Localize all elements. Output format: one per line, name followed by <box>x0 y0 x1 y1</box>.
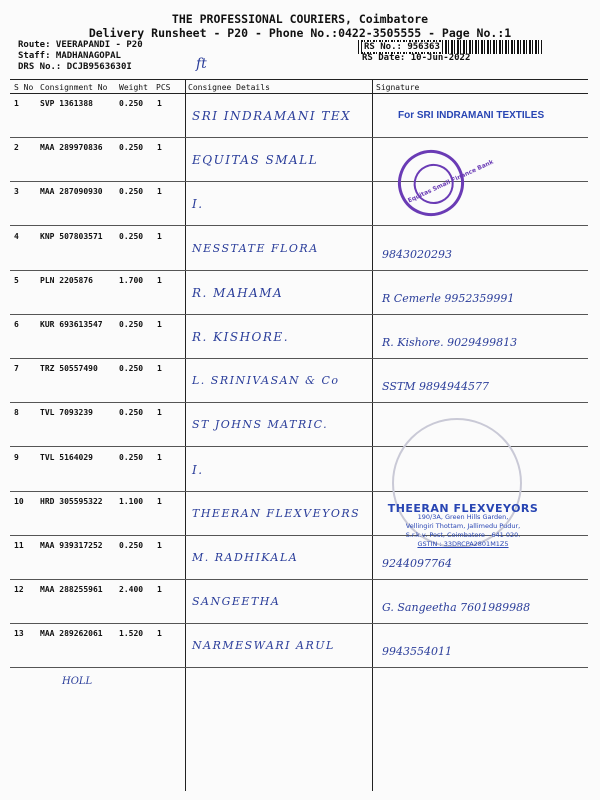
row-consignee: I. <box>192 197 204 211</box>
row-weight: 0.250 <box>119 320 144 329</box>
row-sno: 10 <box>14 497 24 506</box>
row-consignment: KUR 693613547 <box>40 320 103 329</box>
row-consignee: NARMESWARI ARUL <box>192 639 335 652</box>
flex-name: THEERAN FLEXVEYORS <box>387 502 539 515</box>
row-sno: 3 <box>14 187 19 196</box>
row-consignee: SRI INDRAMANI TEX <box>192 109 352 123</box>
header-top-rule <box>10 79 588 80</box>
row-sno: 5 <box>14 276 19 285</box>
row-consignment: TVL 7093239 <box>40 408 93 417</box>
row-signature: R. Kishore. 9029499813 <box>382 336 518 349</box>
row-weight: 0.250 <box>119 541 144 550</box>
row-weight: 1.520 <box>119 629 144 638</box>
row-signature: 9244097764 <box>382 557 452 570</box>
row-signature: G. Sangeetha 7601989988 <box>382 601 531 614</box>
rs-number: RS No.: 956363 <box>364 42 440 52</box>
flex-line4: GSTIN : 33DRCPA2801M1Z5 <box>417 540 509 548</box>
row-signature: SSTM 9894944577 <box>382 380 489 393</box>
row-divider <box>10 225 588 226</box>
row-pcs: 1 <box>157 453 162 462</box>
row-divider <box>10 137 588 138</box>
header-bottom-rule <box>10 93 588 94</box>
row-weight: 0.250 <box>119 99 144 108</box>
row-consignment: TVL 5164029 <box>40 453 93 462</box>
row-consignee: M. RADHIKALA <box>192 551 299 564</box>
row-consignee: I. <box>192 463 204 477</box>
row-consignee: THEERAN FLEXVEYORS <box>192 507 361 520</box>
handwritten-initial: ft <box>196 56 207 72</box>
row-sno: 11 <box>14 541 24 550</box>
row-sno: 9 <box>14 453 19 462</box>
equitas-seal <box>387 139 475 227</box>
signature-column-rule <box>372 79 373 791</box>
column-consignee: Consignee Details <box>188 83 270 92</box>
row-sno: 4 <box>14 232 19 241</box>
row-consignment: MAA 289262061 <box>40 629 103 638</box>
flex-line1: 190/3A, Green Hills Garden, <box>417 513 509 521</box>
row-divider <box>10 314 588 315</box>
row-pcs: 1 <box>157 232 162 241</box>
rs-date: RS Date: 10-Jun-2022 <box>362 53 471 63</box>
row-sno: 13 <box>14 629 24 638</box>
row-weight: 0.250 <box>119 143 144 152</box>
row-divider <box>10 270 588 271</box>
row-weight: 1.700 <box>119 276 144 285</box>
row-consignee: EQUITAS SMALL <box>192 153 319 167</box>
row-pcs: 1 <box>157 497 162 506</box>
consignee-column-rule <box>185 79 186 791</box>
row-divider <box>10 402 588 403</box>
row-consignment: MAA 289970836 <box>40 143 103 152</box>
row-consignment: TRZ 50557490 <box>40 364 98 373</box>
row-weight: 2.400 <box>119 585 144 594</box>
row-sno: 7 <box>14 364 19 373</box>
row-signature: R Cemerle 9952359991 <box>382 292 515 305</box>
row-pcs: 1 <box>157 187 162 196</box>
row-consignee: L. SRINIVASAN & Co <box>192 374 340 387</box>
row-consignee: ST JOHNS MATRIC. <box>192 418 329 431</box>
row-pcs: 1 <box>157 143 162 152</box>
row-consignment: PLN 2205876 <box>40 276 93 285</box>
row-pcs: 1 <box>157 364 162 373</box>
row-consignment: MAA 939317252 <box>40 541 103 550</box>
row-consignee: SANGEETHA <box>192 595 281 608</box>
row-sno: 1 <box>14 99 19 108</box>
route-label: Route: VEERAPANDI - P20 <box>18 40 143 50</box>
row-consignment: MAA 287090930 <box>40 187 103 196</box>
row-pcs: 1 <box>157 276 162 285</box>
row-consignment: HRD 305595322 <box>40 497 103 506</box>
row-divider <box>10 623 588 624</box>
row-divider <box>10 181 588 182</box>
row-signature: 9843020293 <box>382 248 452 261</box>
indramani-stamp: For SRI INDRAMANI TEXTILES <box>398 110 545 121</box>
runsheet-subtitle: Delivery Runsheet - P20 - Phone No.:0422-3505555 - Page No.:1 <box>88 26 512 40</box>
row-sno: 6 <box>14 320 19 329</box>
column-weight: Weight <box>119 83 148 92</box>
row-divider <box>10 358 588 359</box>
row-consignee: R. KISHORE. <box>192 330 290 344</box>
flexveyors-stamp <box>378 504 548 549</box>
flex-line2: Vellingiri Thottam, Jallimedu Pudur, <box>405 522 521 530</box>
row-pcs: 1 <box>157 320 162 329</box>
column-pcs: PCS <box>156 83 171 92</box>
row-consignment: MAA 288255961 <box>40 585 103 594</box>
row-pcs: 1 <box>157 408 162 417</box>
flex-line3: S.r.k.v. Post, Coimbatore - 641 020. <box>405 531 521 539</box>
row-divider <box>10 579 588 580</box>
row-pcs: 1 <box>157 629 162 638</box>
row-sno: 2 <box>14 143 19 152</box>
row-weight: 0.250 <box>119 408 144 417</box>
row-consignee: NESSTATE FLORA <box>192 242 319 255</box>
equitas-seal-text: Equitas Small Finance Bank <box>406 158 495 205</box>
row-consignment: SVP 1361388 <box>40 99 93 108</box>
row-weight: 1.100 <box>119 497 144 506</box>
row-pcs: 1 <box>157 585 162 594</box>
row-weight: 0.250 <box>119 187 144 196</box>
staff-label: Staff: MADHANAGOPAL <box>18 51 121 61</box>
row-pcs: 1 <box>157 541 162 550</box>
column-signature: Signature <box>376 83 420 92</box>
row-sno: 12 <box>14 585 24 594</box>
row-sno: 8 <box>14 408 19 417</box>
column-sno: S No <box>14 83 34 92</box>
row-consignment: KNP 507803571 <box>40 232 103 241</box>
row-consignee: R. MAHAMA <box>192 286 284 300</box>
runsheet-title: THE PROFESSIONAL COURIERS, Coimbatore <box>171 12 429 26</box>
row-weight: 0.250 <box>119 364 144 373</box>
row-weight: 0.250 <box>119 453 144 462</box>
drs-label: DRS No.: DCJB9563630I <box>18 62 132 72</box>
row13-note: HOLL <box>62 676 93 687</box>
row-signature: 9943554011 <box>382 645 452 658</box>
column-consignment: Consignment No <box>40 83 108 92</box>
row-weight: 0.250 <box>119 232 144 241</box>
row-divider <box>10 667 588 668</box>
row-pcs: 1 <box>157 99 162 108</box>
